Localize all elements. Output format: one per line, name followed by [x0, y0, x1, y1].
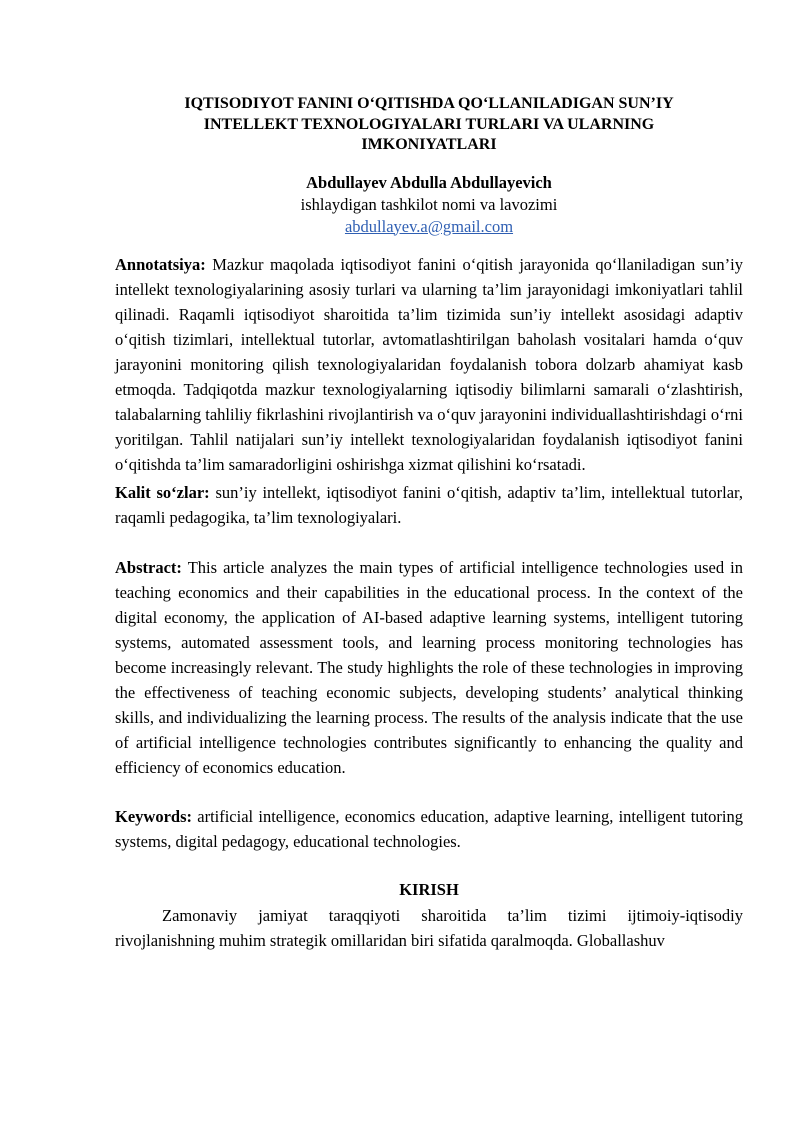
keywords-paragraph — [115, 804, 743, 854]
author-name: Abdullayev Abdulla Abdullayevich — [306, 172, 552, 192]
kalit-sozlar-paragraph — [115, 480, 743, 530]
section-heading-kirish: KIRISH — [399, 879, 459, 899]
kalit-sozlar-text: sun’iy intellekt, iqtisodiyot fanini o‘qitish, adaptiv ta’lim, intellektual tutorlar, raqamli pedagogika, ta’lim texnologiyalari. — [115, 482, 744, 527]
author-affiliation: ishlaydigan tashkilot nomi va lavozimi — [300, 194, 558, 214]
annotation-paragraph — [115, 252, 743, 477]
author-email — [115, 216, 743, 238]
paper-title: IQTISODIYOT FANINI O‘QITISHDA QO‘LLANILADIGAN SUN’IY INTELLEKT TEXNOLOGIYALARI TURLARI VA ULARNING IMKONIYATLARI — [184, 95, 674, 153]
annotation-text: Mazkur maqolada iqtisodiyot fanini o‘qitish jarayonida qo‘llaniladigan sun’iy intellekt texnologiyalarining asosiy turlari va ularning ta’lim jarayonidagi imkoniyatlari tahlil qilinadi. Raqamli iqtisodiyot sharoitida ta’lim tizimida sun’iy intellekt asosidagi adaptiv o‘qitish tizimlari, intellektual tutorlar, avtomatlashtirilgan baholash vositalari hamda o‘quv jarayonini monitoring qilish texnologiyalaridan foydalanish tobora dolzarb ahamiyat kasb etmoqda. Tadqiqotda mazkur texnologiyalarning iqtisodiy bilimlarni samarali o‘zlashtirish, talabalarning tahliliy fikrlashini rivojlantirish va o‘quv jarayonini individuallashtirishdagi o‘rni yoritilgan. Tahlil natijalari sun’iy intellekt texnologiyalaridan foydalanish iqtisodiyot fanini o‘qitishda ta’lim samaradorligini oshirishga xizmat qilishini ko‘rsatadi. — [115, 254, 743, 474]
annotation-label: Annotatsiya: — [115, 254, 206, 274]
abstract-label: Abstract: — [115, 557, 182, 577]
keywords-text: artificial intelligence, economics education, adaptive learning, intelligent tutoring systems, digital pedagogy, educational technologies. — [115, 806, 743, 851]
keywords-label: Keywords: — [115, 806, 192, 826]
intro-paragraph: Zamonaviy jamiyat taraqqiyoti sharoitida ta’lim tizimi ijtimoiy-iqtisodiy rivojlanishning muhim strategik omillaridan biri sifatida qaralmoqda. Globallashuv — [115, 905, 743, 950]
abstract-text: This article analyzes the main types of artificial intelligence technologies used in teaching economics and their capabilities in the educational process. In the context of the digital economy, the application of AI-based adaptive learning systems, intelligent tutoring systems, automated assessment tools, and learning process monitoring technologies has become increasingly relevant. The study highlights the role of these technologies in improving the effectiveness of teaching economic subjects, developing students’ analytical thinking skills, and individualizing the learning process. The results of the analysis indicate that the use of artificial intelligence technologies contributes significantly to enhancing the quality and efficiency of economics education. — [115, 557, 743, 777]
email-link[interactable]: abdullayev.a@gmail.com — [344, 216, 514, 236]
abstract-paragraph — [115, 555, 743, 780]
kalit-sozlar-label: Kalit so‘zlar: — [115, 482, 210, 502]
paper-page — [115, 94, 743, 953]
